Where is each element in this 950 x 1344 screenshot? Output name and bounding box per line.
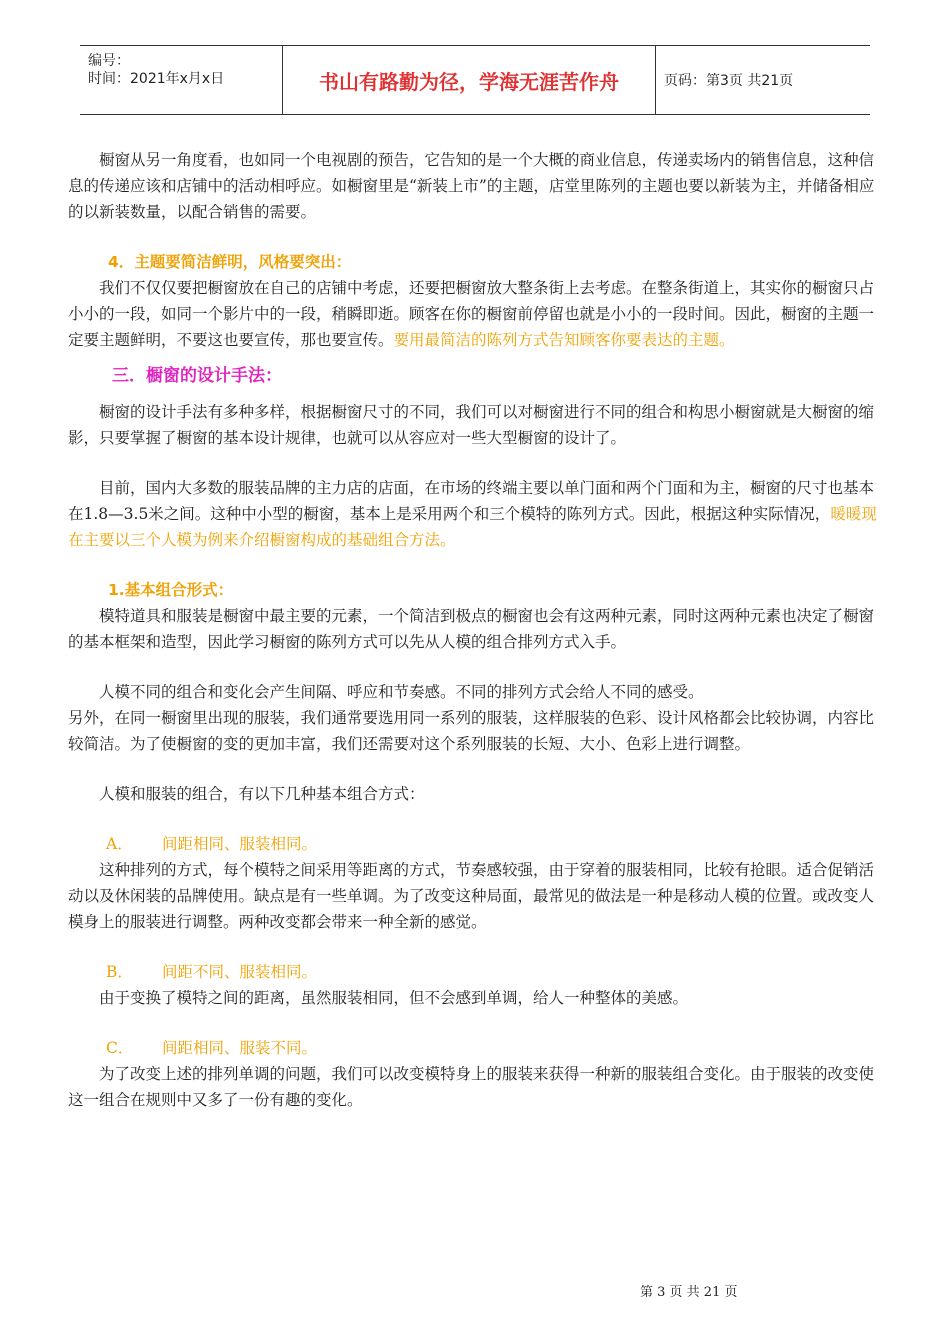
- paragraph: 橱窗的设计手法有多种多样，根据橱窗尺寸的不同，我们可以对橱窗进行不同的组合和构思小橱窗就是大橱窗的缩影，只要掌握了橱窗的基本设计规律，也就可以从容应对一些大型橱窗的设计了。: [68, 403, 875, 447]
- subsection-c-heading: C． 间距相同、服装不同。: [106, 1039, 318, 1057]
- paragraph: 人模和服装的组合，有以下几种基本组合方式：: [99, 785, 425, 803]
- paragraph: 另外，在同一橱窗里出现的服装，我们通常要选用同一系列的服装，这样服装的色彩、设计风格都会比较协调，内容比较简洁。为了使橱窗的变的更加丰富，我们还需要对这个系列服装的长短、大小、色彩上进行调整。: [68, 709, 875, 753]
- paragraph: 人模不同的组合和变化会产生间隔、呼应和节奏感。不同的排列方式会给人不同的感受。: [99, 683, 704, 701]
- page-header: [80, 45, 870, 115]
- section-heading-4: 4．主题要简洁鲜明，风格要突出：: [108, 253, 352, 271]
- paragraph: 由于变换了模特之间的距离，虽然服装相同，但不会感到单调，给人一种整体的美感。: [99, 989, 689, 1007]
- highlight-text: 要用最简洁的陈列方式告知顾客你要表达的主题。: [393, 331, 735, 349]
- document-body: [68, 147, 884, 1113]
- paragraph: 目前，国内大多数的服装品牌的主力店的店面，在市场的终端主要以单门面和两个门面和为主，橱窗的尺寸也基本在1.8—3.5米之间。这种中小型的橱窗，基本上是采用两个和三个模特的陈列方式。因此，根据这种实际情况，暖暖现在主要以三个人模为例来介绍橱窗构成的基础组合方法。: [68, 479, 877, 549]
- header-motto: 书山有路勤为径，学海无涯苦作舟: [283, 46, 656, 114]
- time-label: 时间：2021年x月x日: [88, 71, 225, 87]
- page-footer: 第 3 页 共 21 页: [640, 1285, 738, 1300]
- paragraph: 模特道具和服装是橱窗中最主要的元素，一个简洁到极点的橱窗也会有这两种元素，同时这两种元素也决定了橱窗的基本框架和造型，因此学习橱窗的陈列方式可以先从人模的组合排列方式入手。: [68, 607, 875, 651]
- section-heading-1: 1.基本组合形式：: [108, 581, 234, 599]
- paragraph: 我们不仅仅要把橱窗放在自己的店铺中考虑，还要把橱窗放大整条街上去考虑。在整条街道上，其实你的橱窗只占小小的一段，如同一个影片中的一段，稍瞬即逝。顾客在你的橱窗前停留也就是小小的一段时间。因此，橱窗的主题一定要主题鲜明，不要这也要宣传，那也要宣传。要用最简洁的陈列方式告知顾客你要表达的主题。: [68, 279, 875, 349]
- paragraph: 为了改变上述的排列单调的问题，我们可以改变模特身上的服装来获得一种新的服装组合变化。由于服装的改变使这一组合在规则中又多了一份有趣的变化。: [68, 1065, 875, 1109]
- header-meta-cell: [80, 46, 283, 114]
- header-page-label: 页码：第3页 共21页: [664, 73, 794, 89]
- highlight-text: 暖暖现在主要以三个人模为例来介绍橱窗构成的基础组合方法。: [68, 505, 877, 549]
- paragraph: 橱窗从另一角度看，也如同一个电视剧的预告，它告知的是一个大概的商业信息，传递卖场内的销售信息，这种信息的传递应该和店铺中的活动相呼应。如橱窗里是“新装上市”的主题，店堂里陈列的主题也要以新装为主，并储备相应的以新装数量，以配合销售的需要。: [68, 151, 875, 221]
- section-heading-3: 三．橱窗的设计手法：: [112, 366, 282, 386]
- number-label: 编号：: [88, 53, 130, 69]
- subsection-a-heading: A． 间距相同、服装相同。: [106, 835, 318, 853]
- subsection-b-heading: B． 间距不同、服装相同。: [106, 963, 318, 981]
- paragraph: 这种排列的方式，每个模特之间采用等距离的方式，节奏感较强，由于穿着的服装相同，比较有抢眼。适合促销活动以及休闲装的品牌使用。缺点是有一些单调。为了改变这种局面，最常见的做法是一种是移动人模的位置。或改变人模身上的服装进行调整。两种改变都会带来一种全新的感觉。: [68, 861, 875, 931]
